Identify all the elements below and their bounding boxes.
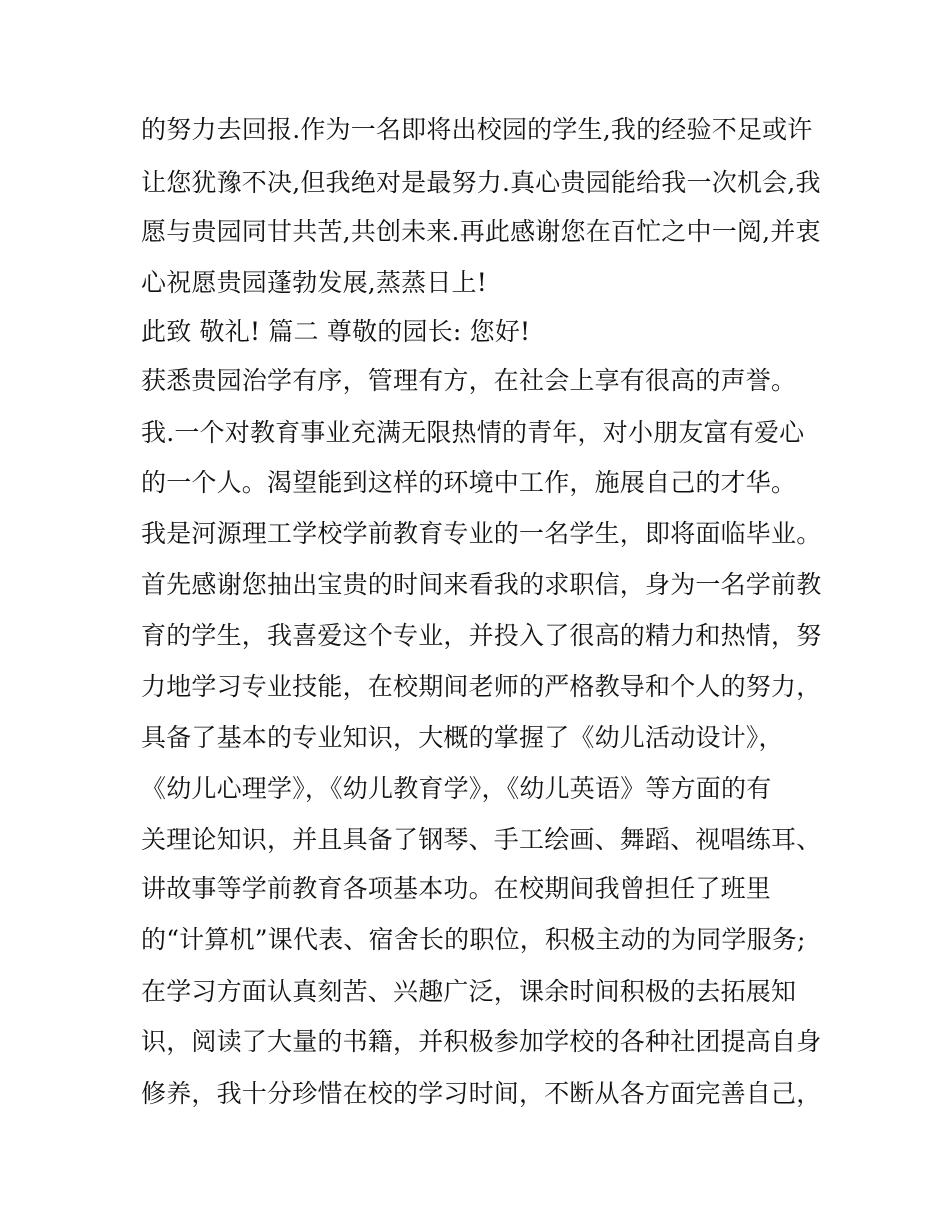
text-line: 获悉贵园治学有序，管理有方，在社会上享有很高的声誉。: [141, 366, 797, 395]
text-line: 此致 敬礼! 篇二 尊敬的园长: 您好!: [141, 317, 531, 346]
text-line: 愿与贵园同甘共苦,共创未来.再此感谢您在百忙之中一阅,并衷: [141, 217, 821, 246]
text-line: 修养，我十分珍惜在校的学习时间，不断从各方面完善自己，: [141, 1079, 822, 1108]
text-line: 具备了基本的专业知识，大概的掌握了《幼儿活动设计》，: [141, 723, 784, 752]
text-line: 让您犹豫不决,但我绝对是最努力.真心贵园能给我一次机会,我: [141, 168, 821, 197]
text-line: 我是河源理工学校学前教育专业的一名学生，即将面临毕业。: [141, 519, 822, 548]
text-line: 识，阅读了大量的书籍，并积极参加学校的各种社团提高自身: [141, 1027, 822, 1056]
text-line: 首先感谢您抽出宝贵的时间来看我的求职信，身为一名学前教: [141, 570, 822, 599]
text-line: 育的学生，我喜爱这个专业，并投入了很高的精力和热情，努: [141, 621, 822, 650]
text-line: 心祝愿贵园蓬勃发展,蒸蒸日上!: [141, 268, 487, 297]
text-line: 的“计算机”课代表、宿舍长的职位，积极主动的为同学服务;: [141, 925, 806, 954]
text-line: 的一个人。渴望能到这样的环境中工作，施展自己的才华。: [141, 468, 797, 497]
text-line: 关理论知识，并且具备了钢琴、手工绘画、舞蹈、视唱练耳、: [141, 825, 822, 854]
text-line: 讲故事等学前教育各项基本功。在校期间我曾担任了班里: [141, 874, 772, 903]
text-line: 在学习方面认真刻苦、兴趣广泛，课余时间积极的去拓展知: [141, 977, 797, 1006]
text-line: 《幼儿心理学》，《幼儿教育学》，《幼儿英语》等方面的有: [141, 774, 772, 803]
text-line: 我.一个对教育事业充满无限热情的青年，对小朋友富有爱心: [141, 418, 805, 447]
text-line: 的努力去回报.作为一名即将出校园的学生,我的经验不足或许: [141, 115, 813, 144]
text-line: 力地学习专业技能，在校期间老师的严格教导和个人的努力，: [141, 672, 822, 701]
